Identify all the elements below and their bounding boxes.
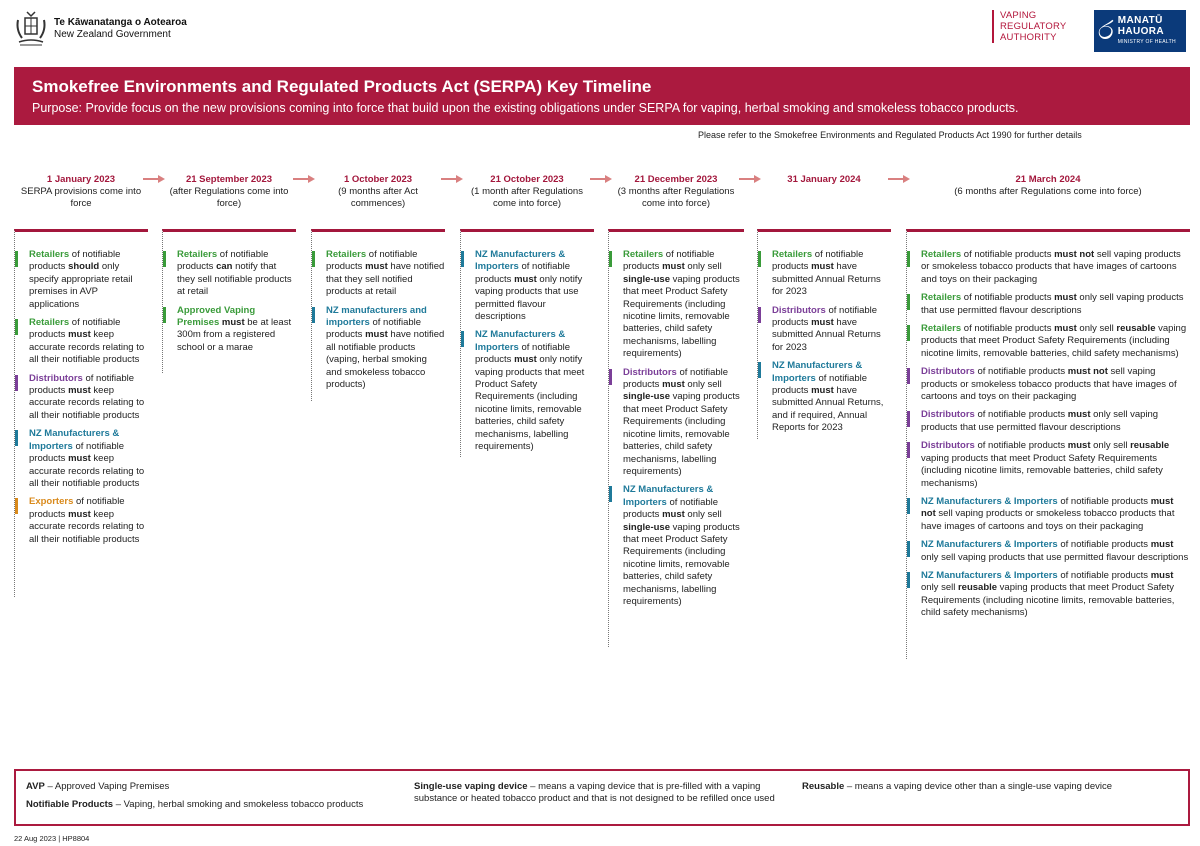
- legend-single-use: Single-use vaping device – means a vaping device that is pre-filled with a vaping substance or heated tobacco product and that is not designed to be refilled once used: [414, 781, 775, 804]
- emphasis-text: must: [68, 453, 91, 465]
- role-marker: [609, 251, 612, 267]
- obligation-item: [921, 366, 1190, 403]
- timeline-arrow-icon: [143, 175, 165, 183]
- refer-note: Please refer to the Smokefree Environments and Regulated Products Act 1990 for further details: [698, 130, 1082, 140]
- obligation-item: [177, 305, 296, 355]
- obligation-item: [326, 249, 445, 299]
- emphasis-text: must: [662, 509, 685, 521]
- role-marker: [907, 294, 910, 310]
- ministry-of-health-logo: ර MANATŪ HAUORA MINISTRY OF HEALTH: [1094, 10, 1186, 52]
- legend-reusable: Reusable – means a vaping device other than a single-use vaping device: [802, 781, 1113, 792]
- obligation-text: only sell: [1076, 323, 1117, 335]
- obligation-text: vaping products that meet Product Safety Requirements (including nicotine limits, removable batteries, child safety mechanisms, labelling requirements): [623, 391, 740, 477]
- obligation-text: have submitted Annual Returns for 2023: [772, 317, 881, 353]
- obligation-item: [29, 373, 148, 423]
- role-name: Distributors: [921, 440, 975, 452]
- obligation-text: only sell vaping products that use permitted flavour descriptions: [921, 409, 1159, 433]
- obligation-item: [921, 292, 1190, 317]
- obligation-text: sell vaping products or smokeless tobacco products that have images of cartoons and toys on their packaging: [921, 366, 1177, 403]
- obligation-item: [921, 496, 1190, 533]
- obligation-item: [921, 323, 1190, 360]
- obligation-text: of notifiable products: [326, 317, 422, 341]
- coat-of-arms-icon: [14, 10, 48, 48]
- obligation-text: only sell vaping products that use permitted flavour descriptions: [921, 292, 1184, 316]
- emphasis-text: can: [216, 261, 233, 273]
- obligation-text: of notifiable products: [623, 496, 719, 521]
- emphasis-text: must: [68, 508, 91, 520]
- role-name: Retailers: [326, 249, 367, 260]
- role-marker: [15, 430, 18, 446]
- emphasis-text: must: [662, 261, 685, 273]
- emphasis-text: must: [68, 385, 91, 397]
- obligation-text: only specify appropriate retail premises in AVP applications: [29, 261, 133, 310]
- obligation-item: [623, 484, 744, 608]
- obligation-text: have submitted Annual Returns for 2023: [772, 261, 881, 298]
- obligation-item: [326, 305, 445, 392]
- obligation-text: keep accurate records relating to all their notifiable products: [29, 329, 145, 366]
- role-marker: [312, 251, 315, 267]
- obligation-text: sell vaping products or smokeless tobacco products that have images of cartoons and toys on their packaging: [921, 508, 1175, 532]
- obligation-text: of notifiable products: [326, 249, 418, 273]
- role-name: NZ Manufacturers & Importers: [921, 539, 1058, 551]
- obligation-item: [29, 317, 148, 367]
- role-marker: [907, 368, 910, 384]
- obligation-item: [921, 440, 1190, 490]
- obligation-text: keep accurate records relating to all their notifiable products: [29, 453, 145, 489]
- milestone-column: [757, 229, 891, 439]
- emphasis-text: must not: [1067, 366, 1108, 378]
- obligation-item: [29, 428, 148, 490]
- obligation-text: only sell: [921, 582, 958, 594]
- emphasis-text: must: [1150, 569, 1174, 581]
- role-name: NZ Manufacturers & Importers: [475, 249, 566, 273]
- milestone-column: [906, 229, 1190, 659]
- obligation-text: only sell: [1090, 440, 1131, 452]
- obligation-text: of notifiable products: [1057, 495, 1151, 507]
- obligation-item: [772, 249, 891, 299]
- timeline-arrow-icon: [293, 175, 315, 183]
- role-marker: [312, 307, 315, 323]
- role-marker: [15, 375, 18, 391]
- obligation-item: [475, 249, 594, 323]
- obligation-item: [623, 367, 744, 479]
- role-name: Distributors: [623, 366, 677, 378]
- obligation-text: sell vaping products or smokeless tobacco products that have images of cartoons and toys on their packaging: [921, 249, 1181, 285]
- role-name: NZ Manufacturers & Importers: [29, 428, 120, 452]
- milestone-column: [311, 229, 445, 401]
- role-marker: [907, 442, 910, 458]
- footer-doc-code: 22 Aug 2023 | HP8804: [14, 834, 90, 843]
- nz-government-logo: [14, 10, 187, 48]
- milestone-column: [460, 229, 594, 457]
- legend-notifiable: Notifiable Products – Vaping, herbal smoking and smokeless tobacco products: [26, 799, 364, 810]
- role-name: Distributors: [921, 366, 975, 378]
- emphasis-text: must: [811, 385, 834, 397]
- obligation-text: vaping products that meet Product Safety Requirements (including nicotine limits, removable batteries, child safety mechanisms): [921, 582, 1175, 619]
- obligation-item: [921, 249, 1190, 286]
- obligation-text: of notifiable products: [974, 366, 1068, 378]
- glossary-legend: [14, 769, 1190, 826]
- obligation-text: of notifiable products: [623, 366, 729, 391]
- milestone-header: 21 September 2023 (after Regulations come into force): [169, 174, 289, 209]
- obligation-text: only notify vaping products that meet Product Safety Requirements (including nicotine limits, removable batteries, child safety mechanisms, labelling requirements): [475, 354, 585, 453]
- role-name: NZ manufacturers and importers: [326, 304, 427, 329]
- milestone-header: 21 March 2024 (6 months after Regulations come into force): [954, 174, 1142, 197]
- emphasis-text: must: [221, 317, 245, 329]
- role-marker: [15, 498, 18, 514]
- gov-maori-name: Te Kāwanatanga o Aotearoa: [54, 17, 187, 28]
- emphasis-text: must: [514, 273, 537, 285]
- role-name: NZ Manufacturers & Importers: [475, 329, 566, 353]
- obligation-text: of notifiable products: [961, 292, 1055, 304]
- emphasis-text: single-use: [623, 521, 670, 533]
- role-name: NZ Manufacturers & Importers: [921, 569, 1058, 581]
- obligation-text: only sell vaping products that use permitted flavour descriptions: [921, 551, 1189, 563]
- obligation-text: of notifiable products: [29, 440, 125, 465]
- obligation-text: be at least 300m from a registered school or a marae: [177, 317, 292, 353]
- emphasis-text: must: [1054, 292, 1077, 304]
- role-marker: [461, 251, 464, 267]
- emphasis-text: must: [365, 329, 388, 341]
- obligation-text: of notifiable products: [974, 409, 1068, 421]
- obligation-item: [772, 305, 891, 355]
- milestone-header: 21 December 2023 (3 months after Regulations come into force): [617, 174, 735, 209]
- role-name: Exporters: [29, 496, 74, 508]
- obligation-text: of notifiable products: [772, 249, 864, 273]
- milestone-column: [608, 229, 744, 647]
- obligation-item: [177, 249, 296, 299]
- role-marker: [163, 307, 166, 323]
- obligation-text: have notified that they sell notified products at retail: [326, 261, 445, 298]
- obligation-text: of notifiable products: [29, 317, 121, 341]
- role-name: Distributors: [921, 409, 975, 421]
- emphasis-text: must: [68, 329, 91, 341]
- role-name: Retailers: [921, 292, 962, 304]
- role-name: Retailers: [177, 249, 218, 260]
- emphasis-text: single-use: [623, 391, 670, 403]
- role-name: Distributors: [772, 304, 826, 316]
- obligation-text: of notifiable products: [29, 372, 135, 397]
- vaping-regulatory-authority-logo: VAPING REGULATORY AUTHORITY: [992, 10, 1066, 43]
- obligation-text: of notifiable products: [961, 323, 1055, 335]
- role-name: Retailers: [623, 249, 664, 260]
- legend-avp: AVP – Approved Vaping Premises: [26, 781, 170, 792]
- timeline-arrow-icon: [888, 175, 910, 183]
- role-marker: [907, 498, 910, 514]
- obligation-text: of notifiable products: [772, 304, 878, 329]
- obligation-text: of notifiable products: [475, 341, 571, 366]
- obligation-text: of notifiable products: [29, 496, 125, 520]
- role-marker: [907, 541, 910, 557]
- obligation-text: keep accurate records relating to all their notifiable products: [29, 508, 145, 545]
- obligation-text: only sell: [684, 509, 722, 521]
- role-marker: [758, 362, 761, 378]
- emphasis-text: reusable: [957, 582, 998, 594]
- obligation-item: [29, 496, 148, 546]
- role-marker: [907, 251, 910, 267]
- obligation-text: of notifiable products: [177, 249, 269, 273]
- obligation-item: [772, 360, 891, 434]
- emphasis-text: should: [68, 261, 100, 273]
- obligation-text: of notifiable products: [974, 440, 1068, 452]
- role-marker: [15, 251, 18, 267]
- emphasis-text: must: [811, 261, 834, 273]
- emphasis-text: must: [811, 317, 834, 329]
- role-name: Approved Vaping Premises: [177, 304, 256, 329]
- role-name: Retailers: [29, 317, 70, 329]
- role-marker: [758, 251, 761, 267]
- obligation-text: keep accurate records relating to all their notifiable products: [29, 385, 145, 421]
- role-marker: [758, 307, 761, 323]
- role-marker: [907, 411, 910, 427]
- emphasis-text: must: [1067, 409, 1091, 421]
- obligation-text: of notifiable products: [961, 249, 1055, 260]
- emphasis-text: reusable: [1116, 323, 1156, 335]
- obligation-text: vaping products that meet Product Safety Requirements (including nicotine limits, removable batteries, child safety mechanisms): [921, 323, 1187, 359]
- emphasis-text: must not: [921, 495, 1174, 520]
- emphasis-text: reusable: [1130, 440, 1170, 452]
- emphasis-text: must: [1054, 323, 1077, 335]
- role-name: NZ Manufacturers & Importers: [623, 484, 714, 508]
- obligation-text: have submitted Annual Returns, and if required, Annual Reports for 2023: [772, 385, 884, 434]
- role-name: Retailers: [772, 249, 813, 260]
- obligation-item: [921, 539, 1190, 564]
- emphasis-text: must: [514, 354, 537, 366]
- milestone-header: 21 October 2023 (1 month after Regulations come into force): [471, 174, 583, 209]
- milestone-column: [162, 229, 296, 373]
- title-banner: [14, 67, 1190, 125]
- obligation-item: [921, 570, 1190, 620]
- emphasis-text: must: [1150, 539, 1174, 551]
- obligation-item: [623, 249, 744, 361]
- timeline-arrow-icon: [590, 175, 612, 183]
- obligation-item: [475, 329, 594, 453]
- emphasis-text: must: [1067, 440, 1091, 452]
- obligation-item: [29, 249, 148, 311]
- obligation-text: only notify vaping products that use permitted flavour descriptions: [475, 273, 583, 323]
- role-name: Distributors: [29, 372, 83, 384]
- emphasis-text: must not: [1054, 249, 1095, 260]
- milestone-header: 1 January 2023 SERPA provisions come into force: [20, 174, 142, 209]
- timeline-arrow-icon: [441, 175, 463, 183]
- role-marker: [609, 486, 612, 502]
- role-marker: [15, 319, 18, 335]
- role-name: NZ Manufacturers & Importers: [921, 495, 1058, 507]
- wave-icon: ර: [1098, 16, 1114, 46]
- obligation-text: of notifiable products: [475, 261, 571, 285]
- obligation-text: vaping products that meet Product Safety Requirements (including nicotine limits, removable batteries, child safety mechanisms): [921, 452, 1163, 489]
- obligation-text: of notifiable products: [1057, 539, 1151, 551]
- role-name: Retailers: [921, 249, 962, 260]
- obligation-text: of notifiable products: [772, 372, 868, 397]
- role-name: NZ Manufacturers & Importers: [772, 360, 863, 384]
- timeline-arrow-icon: [739, 175, 761, 183]
- role-marker: [609, 369, 612, 385]
- obligation-item: [921, 409, 1190, 434]
- role-name: Retailers: [921, 323, 962, 335]
- role-marker: [461, 331, 464, 347]
- milestone-column: [14, 229, 148, 597]
- page-title: Smokefree Environments and Regulated Products Act (SERPA) Key Timeline: [32, 77, 652, 96]
- emphasis-text: single-use: [623, 273, 670, 285]
- role-marker: [907, 572, 910, 588]
- milestone-header: 31 January 2024: [787, 174, 861, 185]
- obligation-text: of notifiable products: [29, 249, 121, 273]
- purpose-statement: Purpose: Provide focus on the new provisions coming into force that build upon the existing obligations under SERPA for vaping, herbal smoking and smokeless tobacco products.: [32, 101, 1019, 115]
- obligation-text: notify that they sell notifiable products at retail: [177, 261, 292, 298]
- obligation-text: of notifiable products: [1057, 569, 1151, 581]
- role-name: Retailers: [29, 249, 70, 260]
- milestone-header: 1 October 2023 (9 months after Act commences): [338, 174, 418, 209]
- obligation-text: vaping products that meet Product Safety Requirements (including nicotine limits, removable batteries, child safety mechanisms, labelling requirements): [623, 521, 740, 607]
- emphasis-text: must: [662, 379, 685, 391]
- role-marker: [907, 325, 910, 341]
- role-marker: [163, 251, 166, 267]
- obligation-text: have notified all notifiable products (vaping, herbal smoking and smokeless tobacco products): [326, 329, 445, 391]
- obligation-text: vaping products that meet Product Safety Requirements (including nicotine limits, removable batteries, child safety mechanisms, labelling requirements): [623, 273, 740, 360]
- obligation-text: only sell: [684, 261, 722, 273]
- obligation-text: only sell: [684, 379, 722, 391]
- obligation-text: of notifiable products: [623, 249, 715, 273]
- gov-english-name: New Zealand Government: [54, 29, 171, 40]
- emphasis-text: must: [365, 261, 388, 273]
